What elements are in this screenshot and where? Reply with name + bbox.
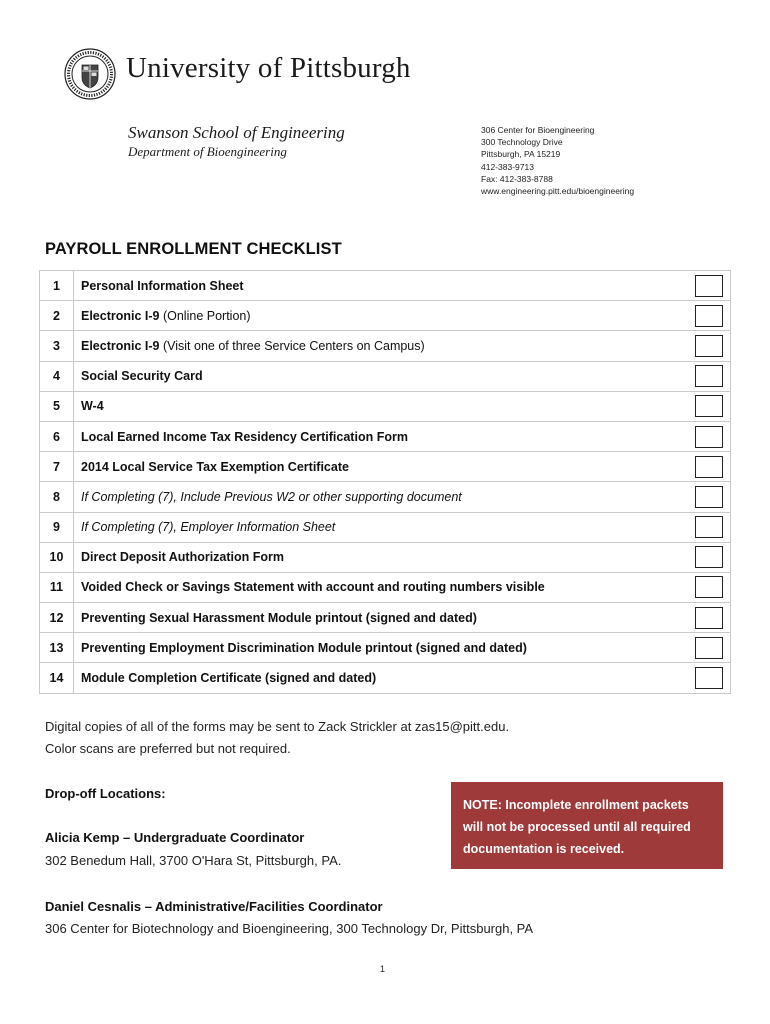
checklist-item-title: Local Earned Income Tax Residency Certification Form [81, 429, 408, 444]
checkbox-cell [688, 421, 731, 451]
checklist-item-label [74, 633, 689, 663]
notice-text: NOTE: Incomplete enrollment packets will not be processed until all required documentation is received. [463, 798, 691, 856]
contact-address: 302 Benedum Hall, 3700 O'Hara St, Pittsburgh, PA. [45, 853, 342, 868]
checklist-checkbox[interactable] [695, 305, 723, 327]
checklist-item-number: 3 [40, 331, 74, 361]
checklist-checkbox[interactable] [695, 486, 723, 508]
checklist-checkbox[interactable] [695, 335, 723, 357]
checklist-item-number: 8 [40, 482, 74, 512]
checklist-item-title: Preventing Sexual Harassment Module printout (signed and dated) [81, 610, 477, 625]
checklist-item-title: Direct Deposit Authorization Form [81, 550, 285, 565]
color-scans-note: Color scans are preferred but not required. [45, 741, 291, 756]
checklist-item-number: 6 [40, 421, 74, 451]
incomplete-packet-notice [451, 782, 723, 869]
checklist-checkbox[interactable] [695, 365, 723, 387]
checklist-item-label [74, 512, 689, 542]
checklist-item-number: 1 [40, 271, 74, 301]
checklist-item-number: 9 [40, 512, 74, 542]
checklist-row [40, 663, 731, 693]
checklist-row [40, 361, 731, 391]
dropoff-heading: Drop-off Locations: [45, 786, 166, 801]
checklist-row [40, 633, 731, 663]
checkbox-cell [688, 452, 731, 482]
checklist-table [39, 270, 731, 694]
checkbox-cell [688, 391, 731, 421]
checklist-item-label [74, 603, 689, 633]
checklist-item-label [74, 663, 689, 693]
checklist-item-number: 5 [40, 391, 74, 421]
checklist-item-number: 14 [40, 663, 74, 693]
checklist-row [40, 271, 731, 301]
checklist-row [40, 572, 731, 602]
checklist-item-label [74, 421, 689, 451]
checklist-checkbox[interactable] [695, 607, 723, 629]
checklist-item-title: Social Security Card [81, 369, 203, 384]
department-name: Department of Bioengineering [128, 144, 287, 159]
checklist-checkbox[interactable] [695, 395, 723, 417]
checklist-row [40, 391, 731, 421]
university-seal-logo [64, 48, 116, 100]
checklist-checkbox[interactable] [695, 576, 723, 598]
checklist-item-number: 13 [40, 633, 74, 663]
checklist-item-title: If Completing (7), Include Previous W2 or other supporting document [81, 489, 462, 504]
digital-copies-note: Digital copies of all of the forms may be sent to Zack Strickler at zas15@pitt.edu. [45, 719, 510, 734]
page-number: 1 [380, 964, 386, 974]
checklist-item-label [74, 482, 689, 512]
checklist-item-label [74, 542, 689, 572]
checklist-checkbox[interactable] [695, 667, 723, 689]
checklist-item-detail: (Online Portion) [159, 308, 251, 323]
checklist-checkbox[interactable] [695, 275, 723, 297]
contact-address: 306 Center for Biotechnology and Bioengineering, 300 Technology Dr, Pittsburgh, PA [45, 921, 534, 936]
checkbox-cell [688, 603, 731, 633]
school-name: Swanson School of Engineering [128, 123, 345, 142]
checkbox-cell [688, 361, 731, 391]
address-line: 300 Technology Drive [481, 137, 563, 148]
checklist-item-title: If Completing (7), Employer Information Sheet [81, 520, 336, 535]
checklist-item-title: Preventing Employment Discrimination Module printout (signed and dated) [81, 640, 527, 655]
checklist-row [40, 482, 731, 512]
checkbox-cell [688, 572, 731, 602]
checklist-item-number: 11 [40, 572, 74, 602]
checklist-checkbox[interactable] [695, 516, 723, 538]
checklist-item-title: 2014 Local Service Tax Exemption Certificate [81, 459, 349, 474]
checklist-item-label [74, 572, 689, 602]
checkbox-cell [688, 542, 731, 572]
checklist-item-number: 2 [40, 301, 74, 331]
checklist-item-label [74, 452, 689, 482]
checklist-checkbox[interactable] [695, 637, 723, 659]
university-name: University of Pittsburgh [126, 52, 411, 84]
checklist-row [40, 421, 731, 451]
checklist-item-label [74, 331, 689, 361]
checklist-item-number: 12 [40, 603, 74, 633]
address-fax: Fax: 412-383-8788 [481, 173, 553, 184]
page-title: PAYROLL ENROLLMENT CHECKLIST [45, 240, 342, 258]
checklist-row [40, 331, 731, 361]
checkbox-cell [688, 512, 731, 542]
checklist-item-label [74, 271, 689, 301]
checkbox-cell [688, 633, 731, 663]
address-line: 306 Center for Bioengineering [481, 125, 595, 135]
checklist-checkbox[interactable] [695, 456, 723, 478]
checklist-item-number: 10 [40, 542, 74, 572]
contact-name: Alicia Kemp – Undergraduate Coordinator [45, 830, 305, 845]
checklist-item-number: 4 [40, 361, 74, 391]
checklist-item-title: Voided Check or Savings Statement with account and routing numbers visible [81, 580, 545, 595]
checklist-item-title: W-4 [81, 399, 104, 414]
checkbox-cell [688, 482, 731, 512]
checklist-row [40, 512, 731, 542]
checklist-item-label [74, 361, 689, 391]
checkbox-cell [688, 331, 731, 361]
checklist-row [40, 452, 731, 482]
checklist-item-detail: (Visit one of three Service Centers on Campus) [159, 338, 425, 353]
checkbox-cell [688, 271, 731, 301]
checklist-item-title: Personal Information Sheet [81, 278, 244, 293]
address-line: Pittsburgh, PA 15219 [481, 149, 561, 160]
checklist-checkbox[interactable] [695, 546, 723, 568]
checklist-item-title: Electronic I-9 [81, 308, 160, 323]
checklist-item-number: 7 [40, 452, 74, 482]
checklist-item-label [74, 391, 689, 421]
checklist-row [40, 301, 731, 331]
contact-name: Daniel Cesnalis – Administrative/Facilities Coordinator [45, 899, 383, 914]
department-address [481, 124, 634, 197]
checklist-checkbox[interactable] [695, 426, 723, 448]
checklist-item-title: Electronic I-9 [81, 338, 160, 353]
checklist-row [40, 542, 731, 572]
checkbox-cell [688, 301, 731, 331]
checklist-item-title: Module Completion Certificate (signed and dated) [81, 671, 377, 686]
checklist-row [40, 603, 731, 633]
checkbox-cell [688, 663, 731, 693]
address-website: www.engineering.pitt.edu/bioengineering [481, 186, 635, 197]
checklist-item-label [74, 301, 689, 331]
address-phone: 412-383-9713 [481, 161, 534, 172]
